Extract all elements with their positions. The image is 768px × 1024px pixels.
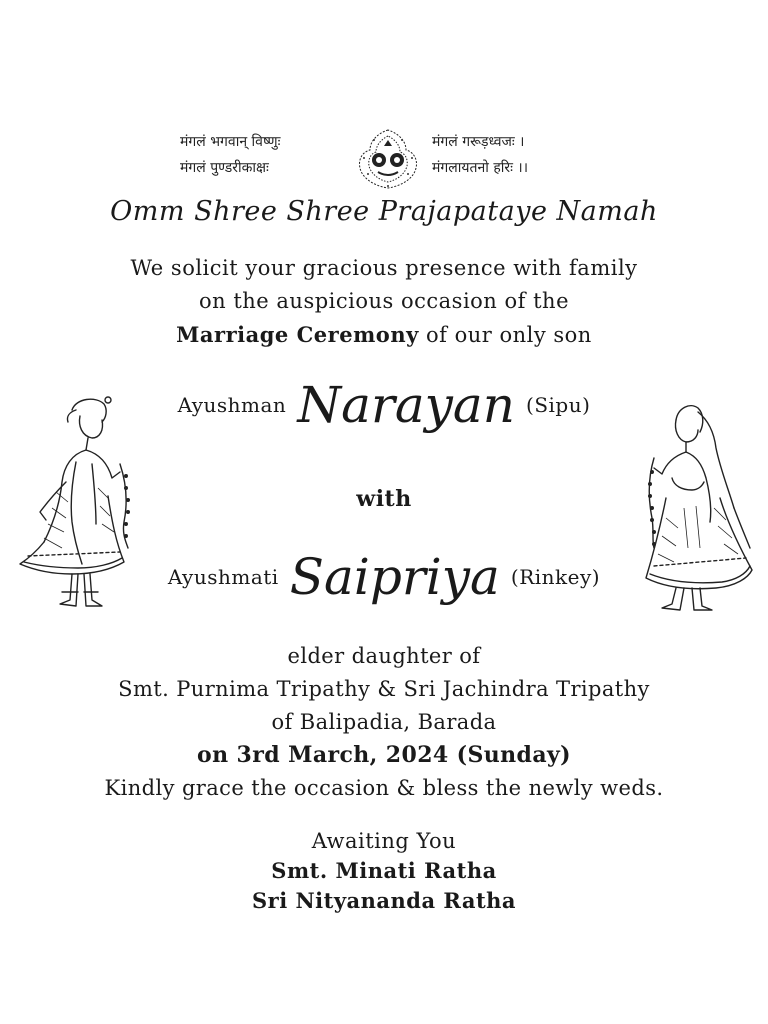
bride-prefix: Ayushmati [167,565,279,589]
groom-nickname: (Sipu) [526,393,591,417]
relation-line: elder daughter of [287,644,481,668]
invocation-title: Omm Shree Shree Prajapataye Namah [110,196,658,227]
intro-line3-rest: of our only son [418,323,592,347]
host-2: Sri Nityananda Ratha [251,888,517,913]
groom-name: Narayan [297,376,515,434]
intro-line2: on the auspicious occasion of the [199,289,569,313]
date-line: on 3rd March, 2024 (Sunday) [197,742,571,768]
ceremony-label: Marriage Ceremony [176,322,419,347]
intro-paragraph [0,252,768,352]
bride-name: Saipriya [289,548,500,606]
details-paragraph [0,640,768,805]
parents-line: Smt. Purnima Tripathy & Sri Jachindra Tripathy [118,677,650,701]
host-1: Smt. Minati Ratha [271,858,497,883]
intro-line3 [0,318,768,352]
intro-line1: We solicit your gracious presence with family [130,256,638,280]
shloka-line2-left: मंगलं पुण्डरीकाक्षः [180,160,269,176]
sanskrit-shloka [0,128,768,190]
shloka-line1-left: मंगलं भगवान् विष्णुः [180,134,281,150]
request-line: Kindly grace the occasion & bless the newly weds. [104,776,664,800]
jagannath-emblem-icon [348,128,428,190]
place-line: of Balipadia, Barada [271,710,497,734]
groom-prefix: Ayushman [177,393,287,417]
shloka-line1-right: मंगलं गरूड़ध्वजः । [432,134,525,150]
shloka-line2-right: मंगलायतनो हरिः ।। [432,160,528,176]
awaiting-line: Awaiting You [311,829,457,853]
bride-nickname: (Rinkey) [510,565,601,589]
closing-block [0,826,768,916]
bride-name-row [0,548,768,606]
with-label: with [356,486,412,512]
